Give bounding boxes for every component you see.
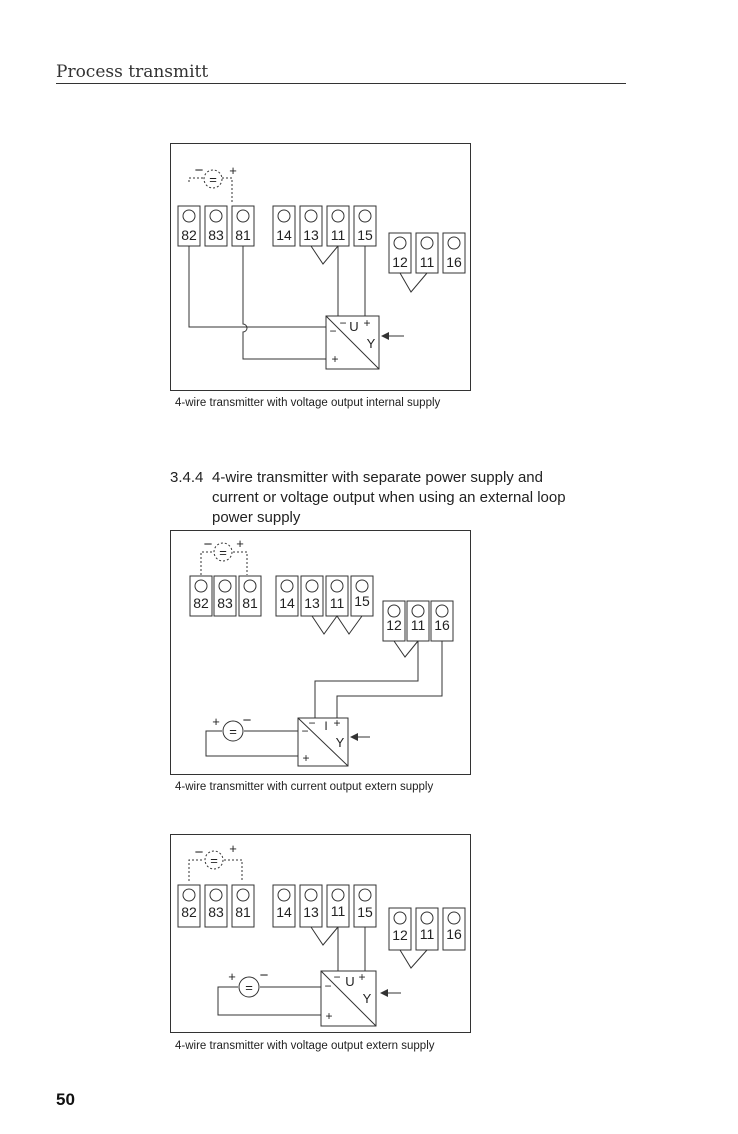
- bridge-13-11: [311, 246, 338, 264]
- transmitter-input-minus: −: [324, 979, 332, 993]
- transmitter-input-minus: −: [329, 324, 337, 338]
- terminal-screw: [421, 237, 433, 249]
- supply-plus-label: +: [229, 841, 237, 856]
- supply-source-label: =: [209, 172, 217, 187]
- bridge-12-11: [400, 950, 427, 968]
- transmitter-supply-minus: −: [308, 716, 316, 730]
- supply-minus-label: −: [194, 162, 204, 179]
- terminal-label: 81: [235, 904, 251, 920]
- figure-1-caption: 4-wire transmitter with voltage output internal supply: [175, 397, 441, 409]
- wire-82: [189, 246, 326, 327]
- bridge-13-11: [311, 927, 338, 945]
- loop-supply-wire: [206, 731, 298, 756]
- transmitter-output-label: U: [345, 974, 355, 989]
- supply-minus-label: −: [203, 536, 213, 553]
- terminal-screw: [237, 889, 249, 901]
- terminal-screw: [332, 210, 344, 222]
- terminal-label: 13: [303, 904, 319, 920]
- terminal-screw: [195, 580, 207, 592]
- supply-source-label: =: [219, 545, 227, 560]
- terminal-label: 11: [419, 926, 435, 942]
- terminal-label: 11: [410, 617, 426, 633]
- bridge-13-11-15: [312, 616, 362, 634]
- terminal-screw: [219, 580, 231, 592]
- loop-supply-plus: +: [228, 969, 236, 984]
- terminal-screw: [356, 580, 368, 592]
- loop-supply-minus: −: [242, 712, 252, 729]
- terminal-screw: [306, 580, 318, 592]
- terminal-label: 83: [217, 595, 233, 611]
- transmitter-supply-plus: +: [363, 316, 371, 330]
- terminal-screw: [331, 580, 343, 592]
- wire-16: [337, 641, 442, 718]
- wiring-diagram-1: [170, 143, 471, 391]
- terminal-label: 81: [235, 227, 251, 243]
- terminal-screw: [305, 210, 317, 222]
- figure-3-caption: 4-wire transmitter with voltage output extern supply: [175, 1040, 435, 1052]
- terminal-label: 13: [304, 595, 320, 611]
- terminal-label: 16: [446, 926, 462, 942]
- figure-2-caption: 4-wire transmitter with current output extern supply: [175, 781, 434, 793]
- transmitter-supply-plus: +: [333, 716, 341, 730]
- terminal-label: 82: [181, 227, 197, 243]
- supply-plus-label: +: [236, 536, 244, 551]
- terminal-screw: [210, 210, 222, 222]
- transmitter-output-label: I: [324, 719, 328, 733]
- terminal-label: 83: [208, 227, 224, 243]
- terminal-screw: [394, 912, 406, 924]
- loop-supply-minus: −: [259, 967, 269, 984]
- terminal-label: 13: [303, 227, 319, 243]
- terminal-label: 15: [357, 904, 373, 920]
- terminal-label: 81: [242, 595, 258, 611]
- terminal-label: 14: [276, 227, 292, 243]
- supply-plus-label: +: [229, 163, 237, 178]
- terminal-screw: [388, 605, 400, 617]
- supply-source-label: =: [210, 853, 218, 868]
- terminal-screw: [436, 605, 448, 617]
- transmitter-y-label: Y: [362, 991, 372, 1006]
- terminal-label: 15: [357, 227, 373, 243]
- section-title: 4-wire transmitter with separate power supply and current or voltage output when using an external loop power supply: [212, 469, 566, 526]
- terminal-screw: [305, 889, 317, 901]
- terminal-screw: [394, 237, 406, 249]
- terminal-label: 12: [386, 617, 402, 633]
- wiring-diagram-1-svg: [171, 144, 472, 392]
- terminal-label: 15: [354, 593, 370, 609]
- transmitter-input-plus: +: [302, 751, 310, 765]
- terminal-label: 14: [279, 595, 295, 611]
- terminal-screw: [359, 210, 371, 222]
- terminal-screw: [278, 889, 290, 901]
- terminal-label: 83: [208, 904, 224, 920]
- wire-11: [315, 641, 418, 718]
- terminal-screw: [359, 889, 371, 901]
- wiring-diagram-3-svg: [171, 835, 472, 1034]
- page-header-title: Process transmitt: [56, 62, 209, 82]
- supply-minus-label: −: [194, 844, 204, 861]
- input-arrow-head: [381, 332, 389, 340]
- terminal-screw: [332, 889, 344, 901]
- transmitter-input-plus: +: [331, 352, 339, 366]
- wire-81: [243, 246, 326, 359]
- terminal-screw: [278, 210, 290, 222]
- input-arrow-head: [350, 733, 358, 741]
- page-number: 50: [56, 1090, 75, 1109]
- terminal-screw: [210, 889, 222, 901]
- terminal-screw: [448, 912, 460, 924]
- bridge-12-11: [394, 641, 418, 657]
- wiring-diagram-2: [170, 530, 471, 775]
- transmitter-y-label: Y: [335, 735, 345, 750]
- loop-supply-source-label: =: [245, 980, 253, 995]
- terminal-screw: [237, 210, 249, 222]
- terminal-label: 14: [276, 904, 292, 920]
- section-number: 3.4.4: [170, 469, 204, 486]
- loop-supply-source-label: =: [229, 724, 237, 739]
- terminal-screw: [421, 912, 433, 924]
- loop-supply-plus: +: [212, 714, 220, 729]
- transmitter-input-plus: +: [325, 1009, 333, 1023]
- transmitter-supply-minus: −: [339, 316, 347, 330]
- terminal-screw: [244, 580, 256, 592]
- transmitter-output-label: U: [349, 319, 359, 334]
- bridge-12-11: [400, 273, 427, 292]
- terminal-label: 16: [446, 254, 462, 270]
- terminal-label: 82: [181, 904, 197, 920]
- input-arrow-head: [380, 989, 388, 997]
- terminal-label: 12: [392, 927, 408, 943]
- header-rule: [56, 83, 626, 84]
- terminal-screw: [183, 889, 195, 901]
- loop-supply-wire: [218, 987, 321, 1015]
- terminal-screw: [412, 605, 424, 617]
- terminal-screw: [183, 210, 195, 222]
- terminal-label: 16: [434, 617, 450, 633]
- terminal-screw: [448, 237, 460, 249]
- transmitter-supply-minus: −: [333, 970, 341, 984]
- transmitter-supply-plus: +: [358, 970, 366, 984]
- terminal-label: 82: [193, 595, 209, 611]
- terminal-screw: [281, 580, 293, 592]
- terminal-label: 11: [329, 595, 345, 611]
- wiring-diagram-3: [170, 834, 471, 1033]
- terminal-label: 11: [330, 227, 346, 243]
- wiring-diagram-2-svg: [171, 531, 472, 776]
- terminal-label: 11: [330, 903, 346, 919]
- terminal-label: 11: [419, 254, 435, 270]
- transmitter-y-label: Y: [366, 336, 376, 351]
- terminal-label: 12: [392, 254, 408, 270]
- transmitter-input-minus: −: [301, 724, 309, 738]
